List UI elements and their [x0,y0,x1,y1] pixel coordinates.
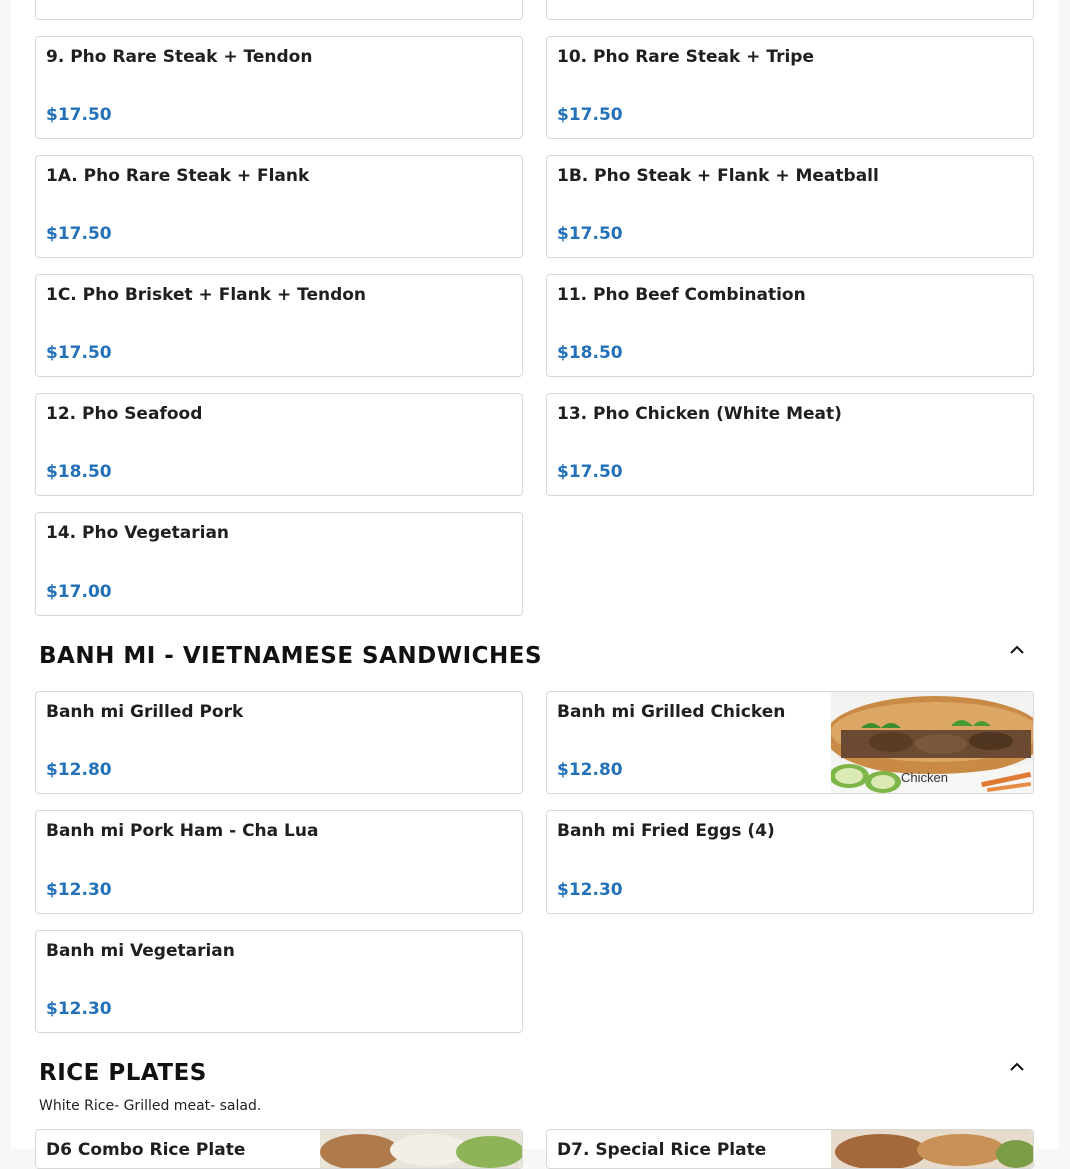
item-price: $17.50 [46,343,112,363]
item-price: $12.80 [46,760,112,780]
item-name: 14. Pho Vegetarian [46,523,230,543]
menu-item-card[interactable] [546,691,1034,794]
item-price: $12.30 [46,880,112,900]
item-photo [831,1130,1033,1168]
item-name: 1B. Pho Steak + Flank + Meatball [557,166,879,186]
item-price: $17.50 [46,224,112,244]
menu-item-card[interactable] [546,393,1034,496]
menu-item-card[interactable] [546,274,1034,377]
menu-item-card[interactable] [546,810,1034,914]
item-name: 1C. Pho Brisket + Flank + Tendon [46,285,367,305]
menu-item-card[interactable] [35,155,523,258]
item-name: Banh mi Vegetarian [46,941,235,961]
item-name: Banh mi Fried Eggs (4) [557,821,775,841]
item-price: $12.80 [557,760,623,780]
item-name: Banh mi Grilled Pork [46,702,244,722]
item-name: D6 Combo Rice Plate [46,1140,246,1160]
item-price: $17.50 [557,105,623,125]
item-name: 10. Pho Rare Steak + Tripe [557,47,814,67]
menu-item-card[interactable] [35,930,523,1033]
item-name: Banh mi Grilled Chicken [557,702,786,722]
menu-item-card[interactable] [546,36,1034,139]
item-name: Banh mi Pork Ham - Cha Lua [46,821,319,841]
menu-item-card[interactable] [35,274,523,377]
menu-item-card[interactable] [35,512,523,616]
item-name: 11. Pho Beef Combination [557,285,806,305]
item-price: $12.30 [46,999,112,1019]
item-photo [320,1130,522,1168]
chevron-up-icon[interactable] [1008,641,1026,659]
item-price: $17.50 [46,105,112,125]
menu-item-card[interactable] [546,155,1034,258]
item-price: $17.50 [557,462,623,482]
menu-item-card[interactable] [35,810,523,914]
menu-item-card[interactable] [546,1129,1034,1169]
menu-page [11,0,1059,1160]
menu-item-card[interactable] [35,1129,523,1169]
item-name: D7. Special Rice Plate [557,1140,767,1160]
item-price: $18.50 [46,462,112,482]
menu-item-card[interactable] [546,0,1034,20]
item-price: $17.00 [46,582,112,602]
menu-item-card[interactable] [35,393,523,496]
item-name: 13. Pho Chicken (White Meat) [557,404,842,424]
menu-item-card[interactable] [35,0,523,20]
item-name: 1A. Pho Rare Steak + Flank [46,166,310,186]
item-price: $12.30 [557,880,623,900]
section-title: RICE PLATES [39,1060,207,1086]
menu-item-card[interactable] [35,36,523,139]
item-price: $18.50 [557,343,623,363]
photo-caption: Chicken [901,770,948,785]
chevron-up-icon[interactable] [1008,1058,1026,1076]
item-price: $17.50 [557,224,623,244]
section-description: White Rice- Grilled meat- salad. [39,1098,262,1114]
item-photo [831,692,1033,793]
item-name: 9. Pho Rare Steak + Tendon [46,47,313,67]
menu-item-card[interactable] [35,691,523,794]
item-name: 12. Pho Seafood [46,404,203,424]
section-title: BANH MI - VIETNAMESE SANDWICHES [39,643,543,669]
